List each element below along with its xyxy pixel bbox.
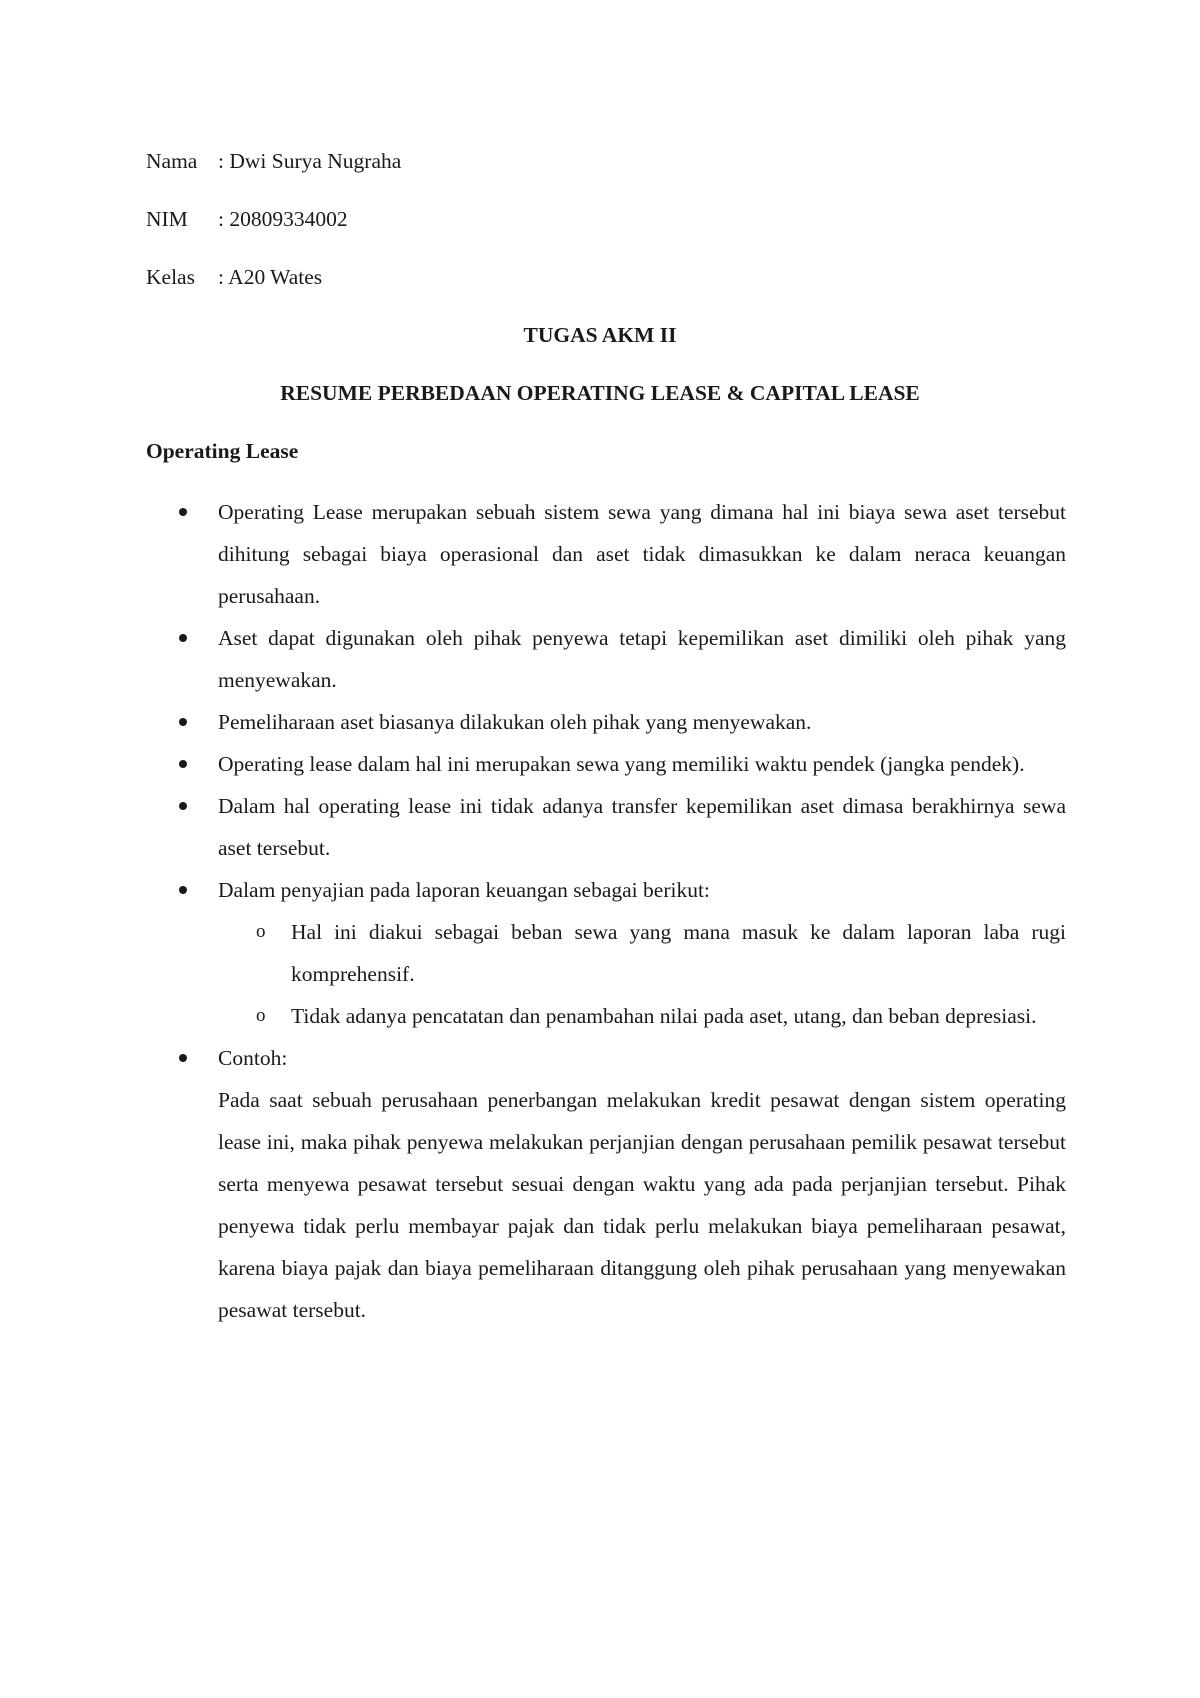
list-item-text: Dalam penyajian pada laporan keuangan sebagai berikut:: [218, 878, 710, 902]
example-label: Contoh:: [218, 1046, 288, 1070]
sub-list-item: [218, 911, 1066, 995]
list-item: [146, 1037, 1066, 1331]
list-item: [146, 701, 1066, 743]
hollow-bullet-icon: o: [256, 1005, 266, 1026]
list-item: [146, 617, 1066, 701]
section-title: Operating Lease: [146, 439, 299, 463]
list-item: [146, 869, 1066, 1037]
sub-list-item: [218, 995, 1066, 1037]
nim-label: NIM: [146, 207, 188, 231]
document-subtitle: RESUME PERBEDAAN OPERATING LEASE & CAPITAL LEASE: [280, 381, 920, 405]
name-label: Nama: [146, 149, 198, 173]
list-item-text: Pemeliharaan aset biasanya dilakukan oleh pihak yang menyewakan.: [218, 710, 812, 734]
bullet-icon: [179, 634, 187, 642]
class-value: : A20 Wates: [218, 265, 323, 289]
bullet-icon: [179, 1054, 187, 1062]
nim-value: : 20809334002: [218, 207, 348, 231]
class-label: Kelas: [146, 265, 195, 289]
list-item-text: Aset dapat digunakan oleh pihak penyewa tetapi kepemilikan aset dimiliki oleh pihak yang menyewakan.: [218, 626, 1066, 692]
bullet-icon: [179, 760, 187, 768]
document-title: TUGAS AKM II: [523, 323, 677, 347]
hollow-bullet-icon: o: [256, 921, 266, 942]
list-item-text: Operating lease dalam hal ini merupakan sewa yang memiliki waktu pendek (jangka pendek).: [218, 752, 1025, 776]
list-item: [146, 491, 1066, 617]
bullet-icon: [179, 718, 187, 726]
list-item-text: Dalam hal operating lease ini tidak adanya transfer kepemilikan aset dimasa berakhirnya sewa aset tersebut.: [218, 794, 1066, 860]
financial-report-sublist: [218, 911, 1066, 1037]
list-item-text: Operating Lease merupakan sebuah sistem sewa yang dimana hal ini biaya sewa aset tersebut dihitung sebagai biaya operasional dan aset tidak dimasukkan ke dalam neraca keuangan perusahaan.: [218, 500, 1066, 608]
name-value: : Dwi Surya Nugraha: [218, 149, 402, 173]
operating-lease-list: [146, 491, 1066, 1331]
bullet-icon: [179, 886, 187, 894]
sub-list-item-text: Hal ini diakui sebagai beban sewa yang mana masuk ke dalam laporan laba rugi komprehensif.: [291, 920, 1066, 986]
bullet-icon: [179, 508, 187, 516]
list-item: [146, 743, 1066, 785]
sub-list-item-text: Tidak adanya pencatatan dan penambahan nilai pada aset, utang, dan beban depresiasi.: [291, 1004, 1037, 1028]
bullet-icon: [179, 802, 187, 810]
list-item: [146, 785, 1066, 869]
example-paragraph: Pada saat sebuah perusahaan penerbangan melakukan kredit pesawat dengan sistem operating lease ini, maka pihak penyewa melakukan perjanjian dengan perusahaan pemilik pesawat tersebut serta menyewa pesawat tersebut sesuai dengan waktu yang ada pada perjanjian tersebut. Pihak penyewa tidak perlu membayar pajak dan tidak perlu melakukan biaya pemeliharaan pesawat, karena biaya pajak dan biaya pemeliharaan ditanggung oleh pihak perusahaan yang menyewakan pesawat tersebut.: [218, 1088, 1066, 1322]
